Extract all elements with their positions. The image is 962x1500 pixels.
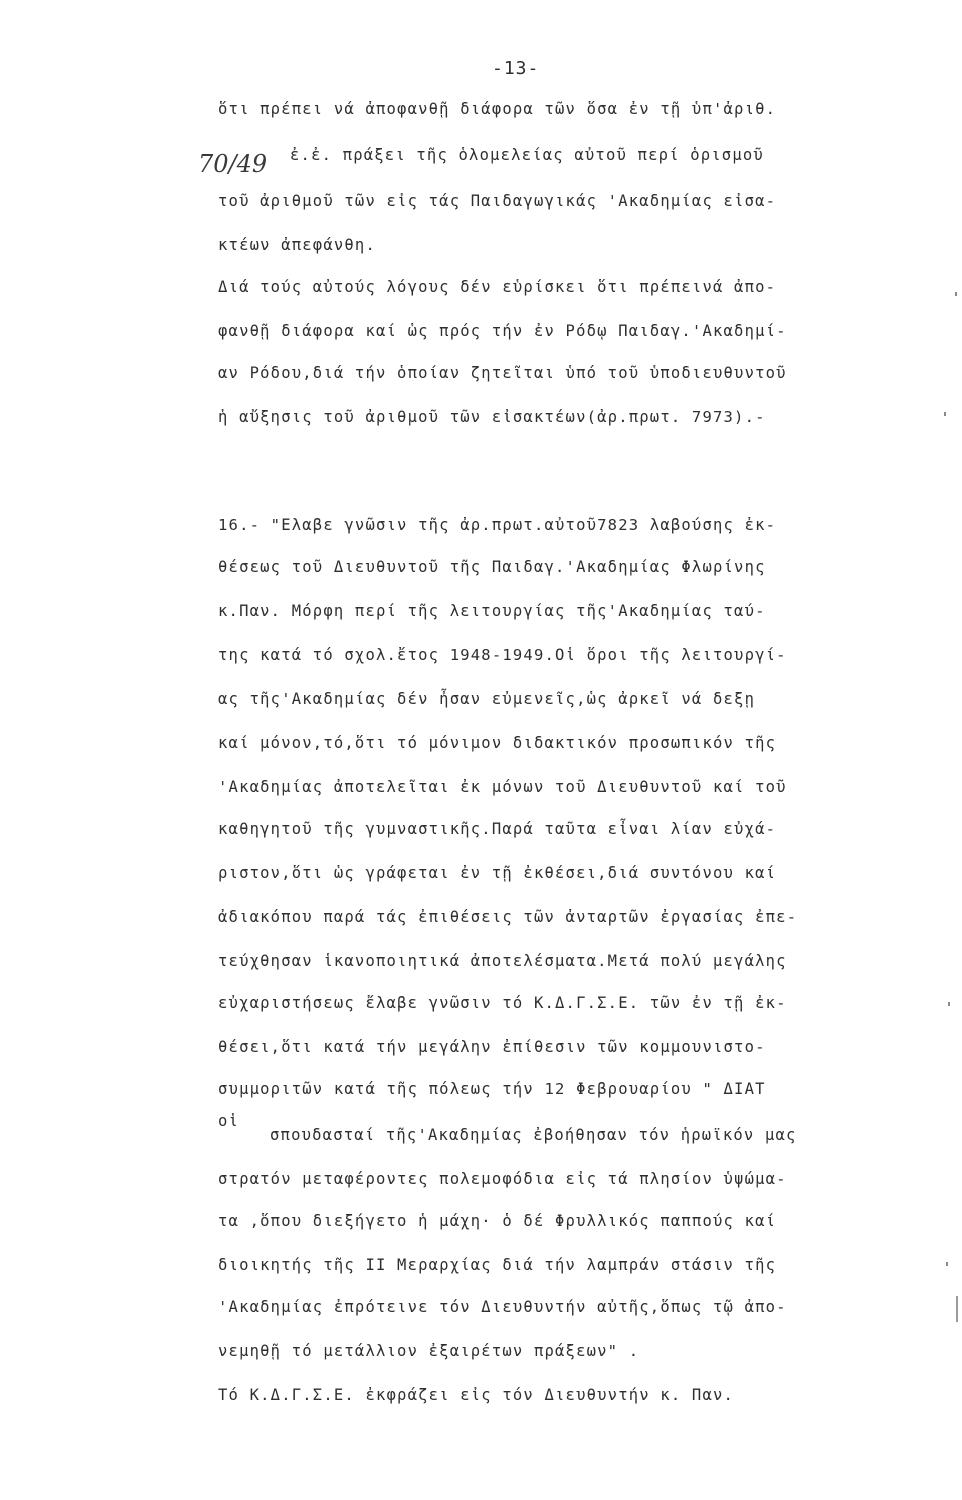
text-line: τα ,ὅπου διεξήγετο ἡ μάχη· ὁ δέ Φρυλλικός παππούς καί bbox=[218, 1212, 777, 1230]
text-line: κτέων ἀπεφάνθη. bbox=[218, 236, 376, 254]
text-line: διοικητής τῆς ΙΙ Μεραρχίας διά τήν λαμπράν στάσιν τῆς bbox=[218, 1256, 777, 1274]
text-line: 'Ακαδημίας ἐπρότεινε τόν Διευθυντήν αὐτῆς,ὅπως τῷ ἀπο- bbox=[218, 1298, 787, 1316]
text-line: σπουδασταί τῆς'Ακαδημίας ἐβοήθησαν τόν ἡρωϊκόν μας bbox=[270, 1126, 797, 1144]
text-line: Διά τούς αὐτούς λόγους δέν εὑρίσκει ὅτι πρέπεινά ἀπο- bbox=[218, 278, 777, 296]
scan-edge-mark bbox=[956, 1296, 962, 1322]
text-line: στρατόν μεταφέροντες πολεμοφόδια εἰς τά πλησίον ὑψώμα- bbox=[218, 1170, 787, 1188]
text-line: θέσεως τοῦ Διευθυντοῦ τῆς Παιδαγ.'Ακαδημίας Φλωρίνης bbox=[218, 558, 766, 576]
text-line: καθηγητοῦ τῆς γυμναστικῆς.Παρά ταῦτα εἶναι λίαν εὐχά- bbox=[218, 820, 777, 838]
text-line: τεύχθησαν ἱκανοποιητικά ἀποτελέσματα.Μετά πολύ μεγάλης bbox=[218, 952, 787, 970]
text-line: 'Ακαδημίας ἀποτελεῖται ἐκ μόνων τοῦ Διευθυντοῦ καί τοῦ bbox=[218, 778, 787, 796]
text-line: 16.- "Ελαβε γνῶσιν τῆς ἀρ.πρωτ.αὐτοῦ7823 λαβούσης ἐκ- bbox=[218, 516, 777, 534]
text-line: συμμοριτῶν κατά τῆς πόλεως τήν 12 Φεβρουαρίου " ΔΙΑΤ bbox=[218, 1080, 766, 1098]
text-line: ἀδιακόπου παρά τάς ἐπιθέσεις τῶν ἀνταρτῶν ἐργασίας ἐπε- bbox=[218, 908, 798, 926]
text-line: ἡ αὔξησις τοῦ ἀριθμοῦ τῶν εἰσακτέων(ἀρ.πρωτ. 7973).- bbox=[218, 408, 766, 426]
text-word-oi: οἱ bbox=[218, 1112, 239, 1130]
text-line: τοῦ ἀριθμοῦ τῶν εἰς τάς Παιδαγωγικάς 'Ακαδημίας εἰσα- bbox=[218, 192, 777, 210]
text-line: ὅτι πρέπει νά ἀποφανθῇ διάφορα τῶν ὅσα ἐν τῇ ὑπ'ἀριθ. bbox=[218, 100, 777, 118]
scan-artifact-mark bbox=[948, 1002, 950, 1006]
text-line: της κατά τό σχολ.ἔτος 1948-1949.Οἱ ὅροι τῆς λειτουργί- bbox=[218, 646, 787, 664]
scan-artifact-mark bbox=[955, 292, 957, 296]
scan-artifact-mark bbox=[944, 412, 946, 416]
text-line: αν Ρόδου,διά τήν ὁποίαν ζητεῖται ὑπό τοῦ ὑποδιευθυντοῦ bbox=[218, 364, 787, 382]
text-line: Τό Κ.Δ.Γ.Σ.Ε. ἐκφράζει εἰς τόν Διευθυντήν κ. Παν. bbox=[218, 1386, 735, 1404]
text-line: ας τῆς'Ακαδημίας δέν ἦσαν εὐμενεῖς,ὡς ἀρκεῖ νά δεξῃ bbox=[218, 690, 756, 708]
text-line: εὐχαριστήσεως ἔλαβε γνῶσιν τό Κ.Δ.Γ.Σ.Ε. τῶν ἐν τῇ ἐκ- bbox=[218, 994, 787, 1012]
text-line: θέσει,ὅτι κατά τήν μεγάλην ἐπίθεσιν τῶν κομμουνιστο- bbox=[218, 1038, 766, 1056]
handwritten-margin-note: 70/49 bbox=[198, 150, 268, 178]
text-line: ριστον,ὅτι ὡς γράφεται ἐν τῇ ἐκθέσει,διά συντόνου καί bbox=[218, 864, 777, 882]
text-line: καί μόνον,τό,ὅτι τό μόνιμον διδακτικόν προσωπικόν τῆς bbox=[218, 734, 777, 752]
text-line: φανθῇ διάφορα καί ὡς πρός τήν ἐν Ρόδῳ Παιδαγ.'Ακαδημί- bbox=[218, 322, 787, 340]
text-line: ἐ.ἐ. πράξει τῆς ὁλομελείας αὐτοῦ περί ὁρισμοῦ bbox=[290, 146, 764, 164]
text-line: κ.Παν. Μόρφη περί τῆς λειτουργίας τῆς'Ακαδημίας ταύ- bbox=[218, 602, 766, 620]
text-line: νεμηθῇ τό μετάλλιον ἐξαιρέτων πράξεων" . bbox=[218, 1342, 640, 1360]
scan-artifact-mark bbox=[946, 1262, 948, 1266]
page-number: -13- bbox=[492, 58, 540, 79]
